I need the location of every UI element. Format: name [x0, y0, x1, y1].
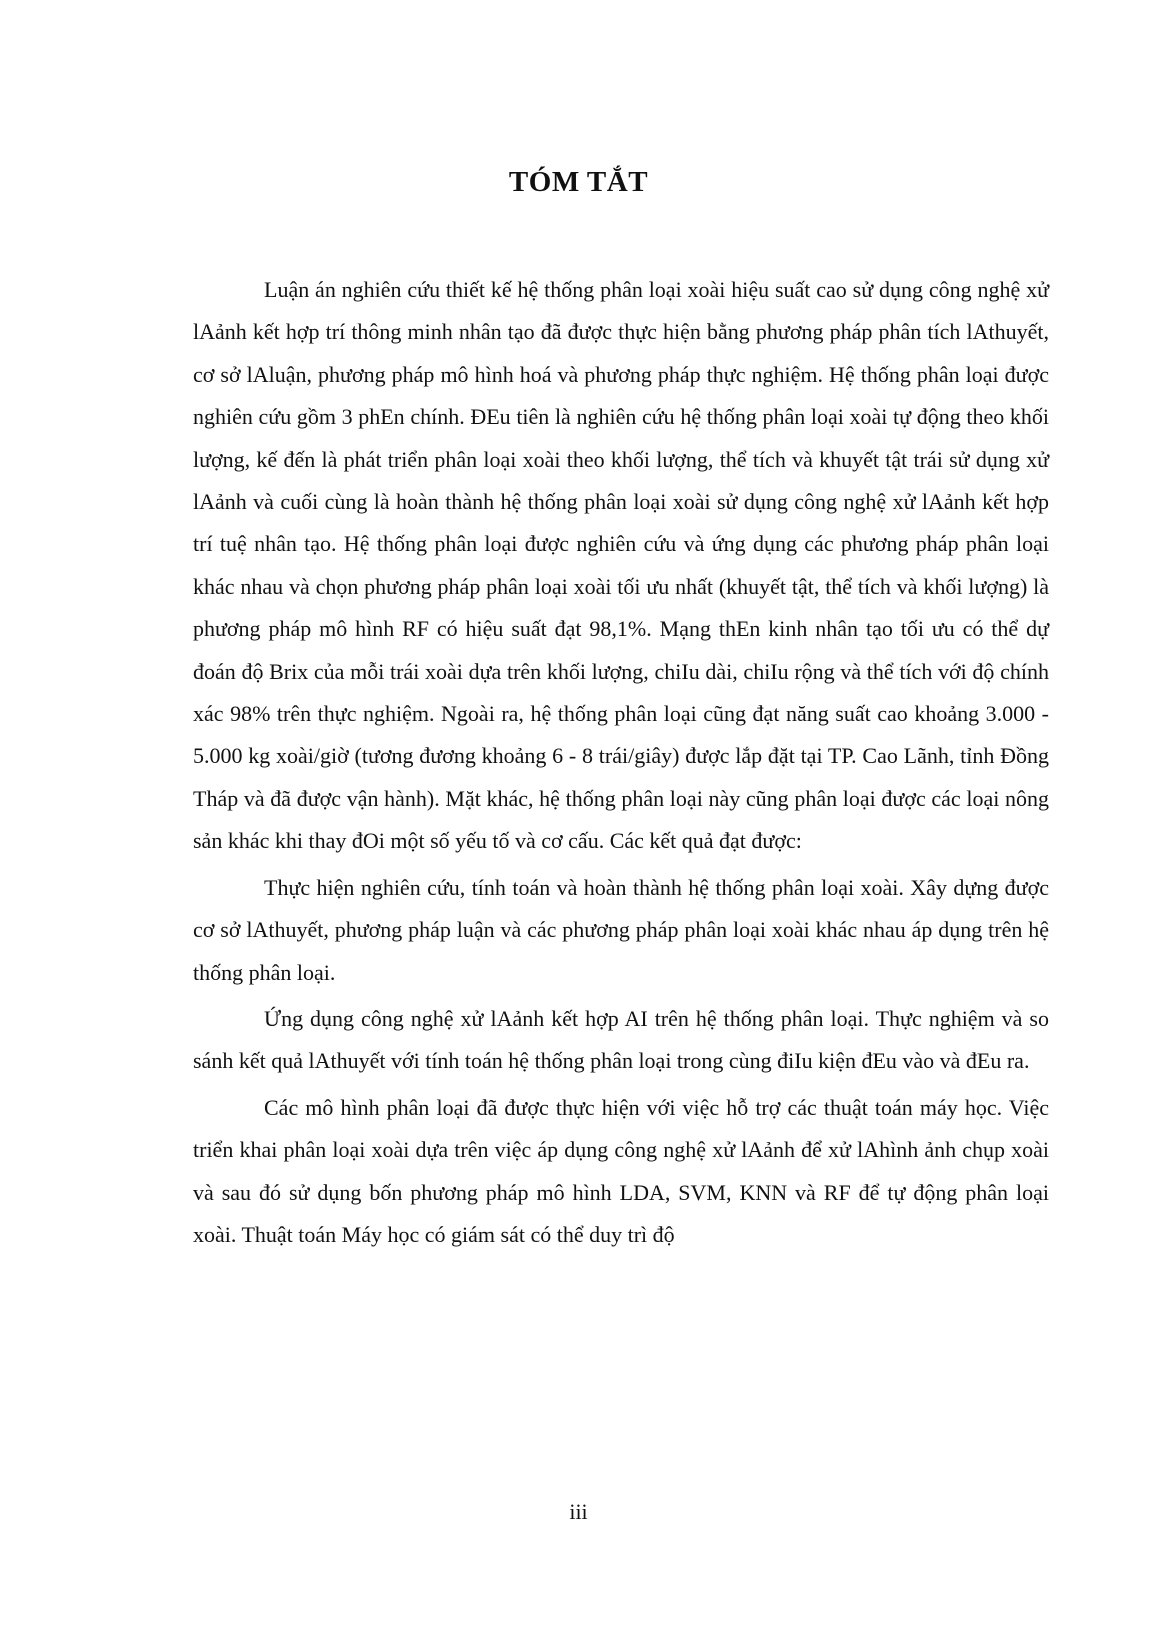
abstract-paragraph-1: Luận án nghiên cứu thiết kế hệ thống phân loại xoài hiệu suất cao sử dụng công nghệ xử lAảnh kết hợp trí thông minh nhân tạo đã được thực hiện bằng phương pháp phân tích lAthuyết, cơ sở lAluận, phương pháp mô hình hoá và phương pháp thực nghiệm. Hệ thống phân loại được nghiên cứu gồm 3 phEn chính. ĐEu tiên là nghiên cứu hệ thống phân loại xoài tự động theo khối lượng, kế đến là phát triển phân loại xoài theo khối lượng, thể tích và khuyết tật trái sử dụng xử lAảnh và cuối cùng là hoàn thành hệ thống phân loại xoài sử dụng công nghệ xử lAảnh kết hợp trí tuệ nhân tạo. Hệ thống phân loại được nghiên cứu và ứng dụng các phương pháp phân loại khác nhau và chọn phương pháp phân loại xoài tối ưu nhất (khuyết tật, thể tích và khối lượng) là phương pháp mô hình RF có hiệu suất đạt 98,1%. Mạng thEn kinh nhân tạo tối ưu có thể dự đoán độ Brix của mỗi trái xoài dựa trên khối lượng, chiIu dài, chiIu rộng và thể tích với độ chính xác 98% trên thực nghiệm. Ngoài ra, hệ thống phân loại cũng đạt năng suất cao khoảng 3.000 - 5.000 kg xoài/giờ (tương đương khoảng 6 - 8 trái/giây) được lắp đặt tại TP. Cao Lãnh, tỉnh Đồng Tháp và đã được vận hành). Mặt khác, hệ thống phân loại này cũng phân loại được các loại nông sản khác khi thay đOi một số yếu tố và cơ cấu. Các kết quả đạt được:	[193, 277, 1049, 854]
abstract-body	[193, 269, 1049, 1256]
abstract-paragraph-2: Thực hiện nghiên cứu, tính toán và hoàn thành hệ thống phân loại xoài. Xây dựng được cơ sở lAthuyết, phương pháp luận và các phương pháp phân loại xoài khác nhau áp dụng trên hệ thống phân loại.	[193, 874, 1049, 985]
page-number: iii	[569, 1499, 588, 1524]
abstract-paragraph-4: Các mô hình phân loại đã được thực hiện với việc hỗ trợ các thuật toán máy học. Việc triển khai phân loại xoài dựa trên việc áp dụng công nghệ xử lAảnh để xử lAhình ảnh chụp xoài và sau đó sử dụng bốn phương pháp mô hình LDA, SVM, KNN và RF để tự động phân loại xoài. Thuật toán Máy học có giám sát có thể duy trì độ	[193, 1094, 1049, 1247]
page-title: TÓM TẮT	[508, 166, 649, 198]
abstract-paragraph-3: Ứng dụng công nghệ xử lAảnh kết hợp AI trên hệ thống phân loại. Thực nghiệm và so sánh kết quả lAthuyết với tính toán hệ thống phân loại trong cùng điIu kiện đEu vào và đEu ra.	[193, 1005, 1049, 1074]
